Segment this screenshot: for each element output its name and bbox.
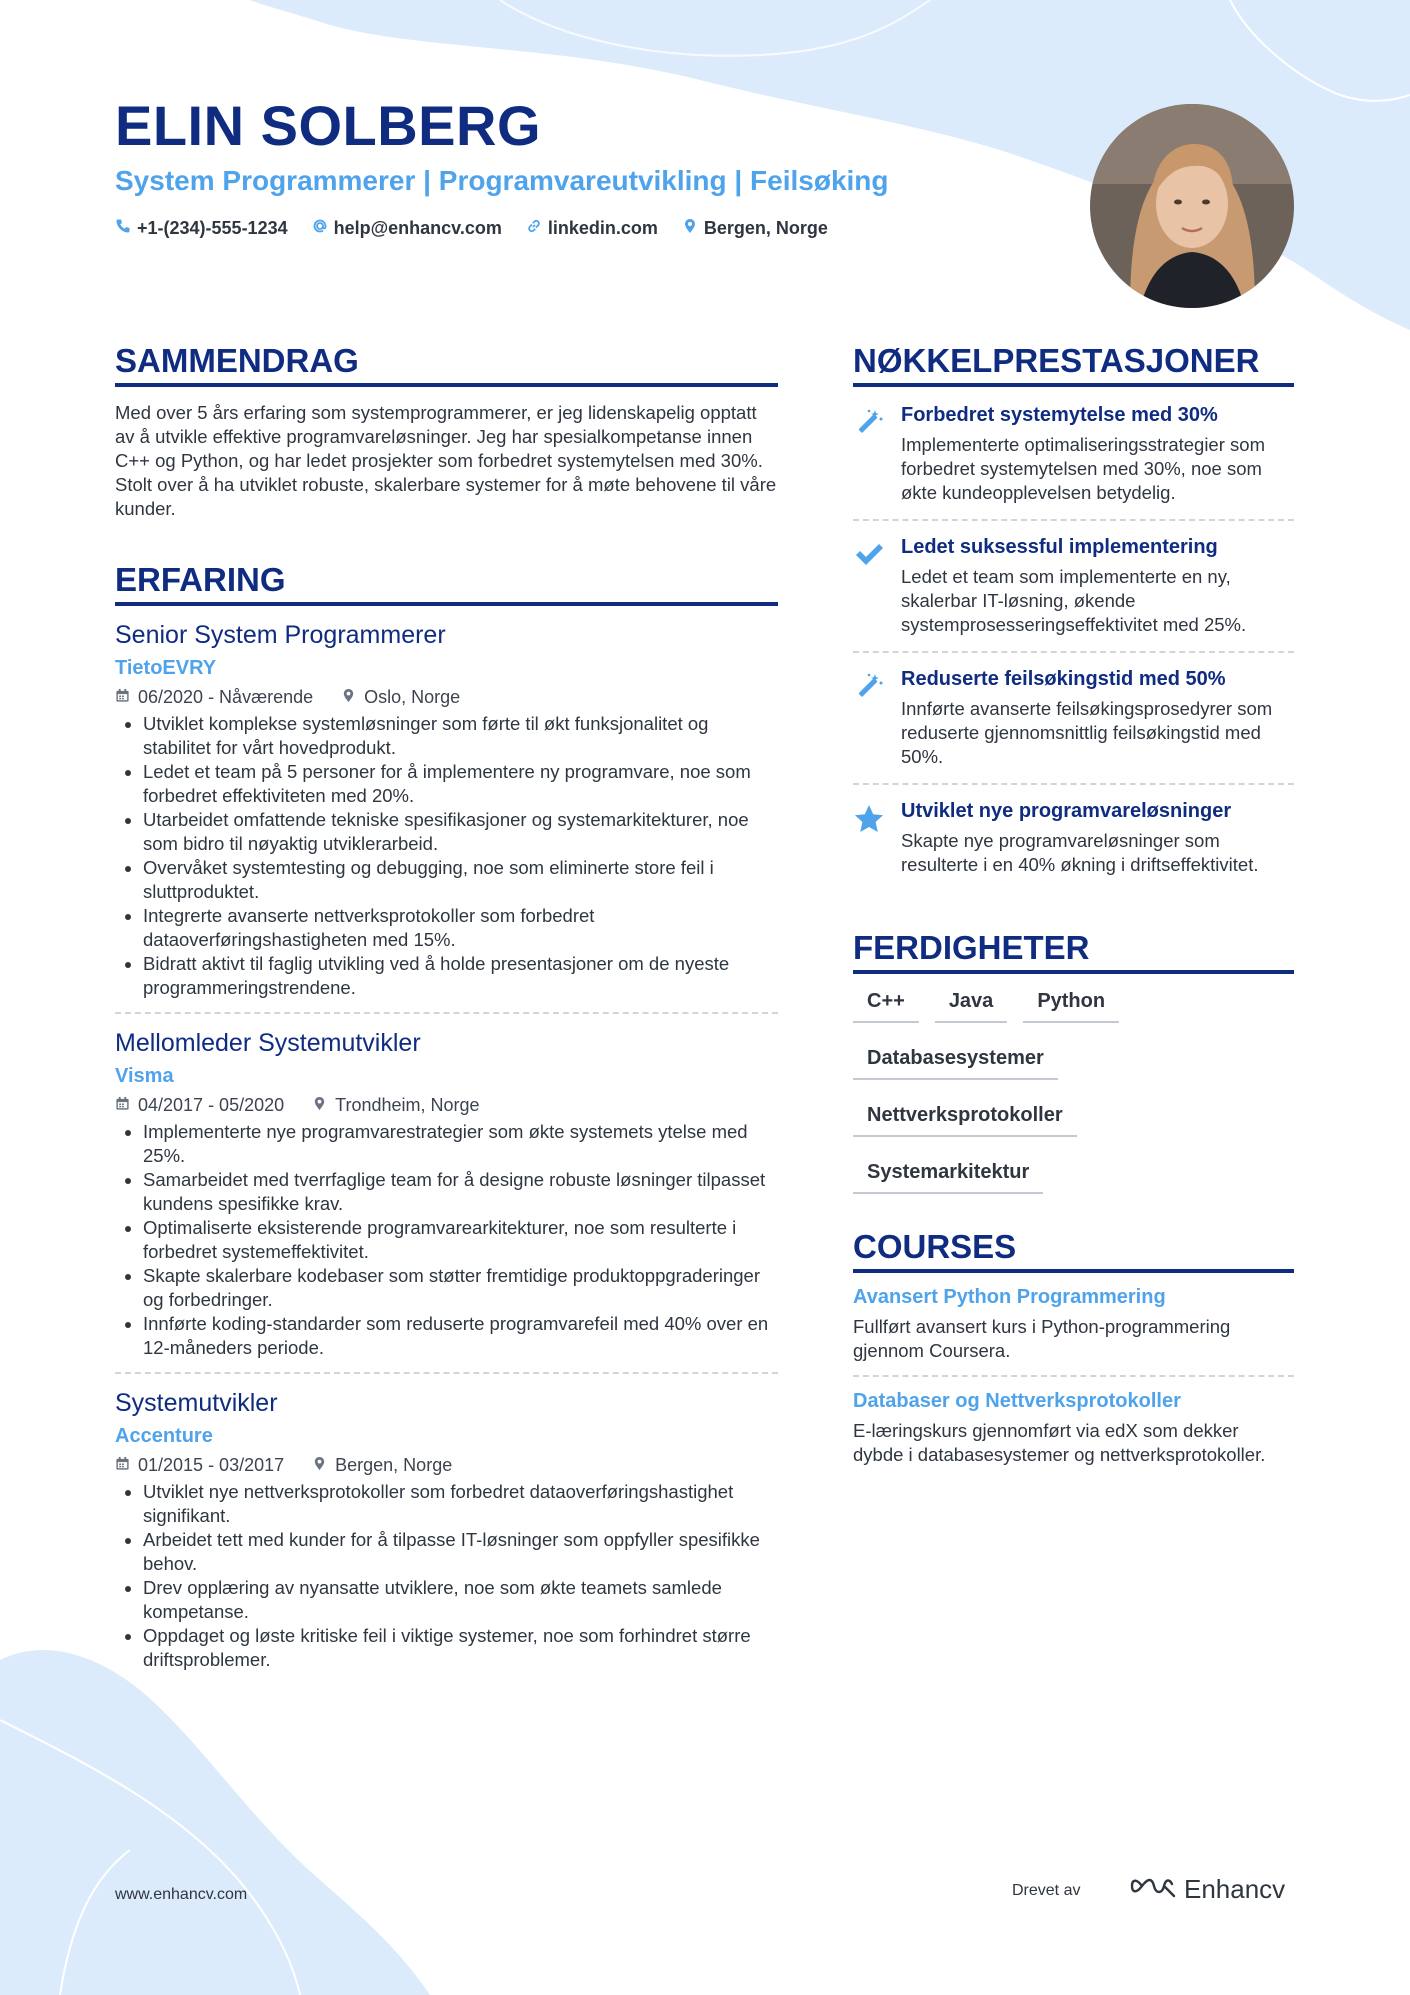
location-icon <box>341 687 356 708</box>
contact-location <box>682 218 828 239</box>
experience-heading: ERFARING <box>115 561 778 606</box>
skills-heading: FERDIGHETER <box>853 929 1294 974</box>
infinity-logo-icon <box>1130 1874 1176 1905</box>
job-bullets <box>115 1120 778 1360</box>
job-bullet: • Implementerte nye programvarestrategier som økte systemets ytelse med 25%. <box>143 1120 778 1168</box>
divider <box>115 1012 778 1014</box>
contact-email-text: help@enhancv.com <box>333 218 502 238</box>
divider <box>115 1372 778 1374</box>
contact-phone-text: +1-(234)-555-1234 <box>137 218 288 238</box>
job-title: Mellomleder Systemutvikler <box>115 1028 421 1057</box>
course-item <box>853 1273 1294 1375</box>
skill-tag: Databasesystemer <box>853 1047 1058 1080</box>
job-dates <box>115 1455 284 1476</box>
summary-heading: SAMMENDRAG <box>115 342 778 387</box>
course-item <box>853 1377 1294 1479</box>
job-bullet: • Skapte skalerbare kodebaser som støtter fremtidige produktoppgraderinger og forbedringer. <box>143 1264 778 1312</box>
calendar-icon <box>115 1455 130 1476</box>
course-title: Databaser og Nettverksprotokoller <box>853 1389 1181 1412</box>
achievement-item <box>853 521 1294 651</box>
footer-powered-by: Drevet av <box>1012 1882 1081 1899</box>
job-bullets <box>115 712 778 1000</box>
achievements-heading: NØKKELPRESTASJONER <box>853 342 1294 387</box>
calendar-icon <box>115 1095 130 1116</box>
achievement-desc: Skapte nye programvareløsninger som resulterte i en 40% økning i driftseffektivitet. <box>901 829 1259 875</box>
contact-email[interactable] <box>312 218 502 239</box>
contact-linkedin[interactable] <box>526 218 658 239</box>
job-bullet: • Innførte koding-standarder som reduserte programvarefeil med 40% over en 12-måneders periode. <box>143 1312 778 1360</box>
achievement-title: Ledet suksessful implementering <box>901 535 1218 558</box>
skill-tag: Nettverksprotokoller <box>853 1104 1077 1137</box>
achievement-item <box>853 387 1294 519</box>
job-dates-text: 04/2017 - 05/2020 <box>138 1094 285 1115</box>
course-desc: Fullført avansert kurs i Python-programmering gjennom Coursera. <box>853 1315 1231 1361</box>
job-bullets <box>115 1480 778 1672</box>
enhancv-logo[interactable] <box>1130 1874 1285 1905</box>
skills-list <box>853 990 1294 1194</box>
skill-row <box>853 1161 1294 1194</box>
profile-photo <box>1090 104 1294 308</box>
job-company: Accenture <box>115 1424 213 1447</box>
checkmark-icon <box>853 535 887 637</box>
achievement-desc: Innførte avanserte feilsøkingsprosedyrer som reduserte gjennomsnittlig feilsøkingstid med 50%. <box>901 697 1273 767</box>
job-location-text: Trondheim, Norge <box>335 1094 480 1115</box>
contact-phone[interactable] <box>115 218 288 239</box>
at-icon <box>312 218 328 239</box>
job-bullet: • Oppdaget og løste kritiske feil i viktige systemer, noe som forhindret større driftsproblemer. <box>143 1624 778 1672</box>
job-bullet: • Ledet et team på 5 personer for å implementere ny programvare, noe som forbedret effektiviteten med 20%. <box>143 760 778 808</box>
job-meta <box>115 687 778 708</box>
achievement-item <box>853 785 1294 891</box>
course-desc: E-læringskurs gjennomført via edX som dekker dybde i databasesystemer og nettverksprotokoller. <box>853 1419 1266 1465</box>
location-icon <box>312 1095 327 1116</box>
job-location-text: Bergen, Norge <box>335 1454 453 1475</box>
job-bullet: • Utarbeidet omfattende tekniske spesifikasjoner og systemarkitekturer, noe som bidro til nøyaktig utviklerarbeid. <box>143 808 778 856</box>
skill-row <box>853 1047 1294 1080</box>
phone-icon <box>115 218 131 239</box>
summary-text: Med over 5 års erfaring som systemprogrammerer, er jeg lidenskapelig opptatt av å utvikle effektive programvareløsninger. Jeg har spesialkompetanse innen C++ og Python, og har ledet prosjekter som forbedret systemytelsen med 30%. Stolt over å ha utviklet robuste, skalerbare systemer for å møte behovene til våre kunder. <box>115 401 777 519</box>
job-title: Senior System Programmerer <box>115 620 446 649</box>
job-location-text: Oslo, Norge <box>364 686 461 707</box>
achievement-title: Reduserte feilsøkingstid med 50% <box>901 667 1226 690</box>
brand-name: Enhancv <box>1184 1874 1286 1904</box>
skill-tag: Systemarkitektur <box>853 1161 1043 1194</box>
job-company: TietoEVRY <box>115 656 217 679</box>
skill-tag: Java <box>935 990 1008 1023</box>
experience-entry <box>115 1388 778 1672</box>
contact-linkedin-text: linkedin.com <box>547 218 658 238</box>
job-bullet: • Overvåket systemtesting og debugging, noe som eliminerte store feil i sluttproduktet. <box>143 856 778 904</box>
skill-tag: C++ <box>853 990 919 1023</box>
candidate-name: ELIN SOLBERG <box>115 94 542 157</box>
skill-row <box>853 990 1294 1023</box>
location-icon <box>682 218 698 239</box>
achievement-desc: Implementerte optimaliseringsstrategier som forbedret systemytelsen med 30%, noe som økte kundeopplevelsen betydelig. <box>901 433 1265 503</box>
right-column <box>853 342 1294 1479</box>
job-title: Systemutvikler <box>115 1388 278 1417</box>
magic-wand-icon <box>853 403 887 505</box>
skill-row <box>853 1104 1294 1137</box>
star-icon <box>853 799 887 877</box>
course-title: Avansert Python Programmering <box>853 1285 1166 1308</box>
job-dates <box>115 687 313 708</box>
achievement-title: Utviklet nye programvareløsninger <box>901 799 1232 822</box>
job-bullet: • Integrerte avanserte nettverksprotokoller som forbedret dataoverføringshastigheten med 15%. <box>143 904 778 952</box>
location-icon <box>312 1455 327 1476</box>
magic-wand-icon <box>853 667 887 769</box>
achievement-title: Forbedret systemytelse med 30% <box>901 403 1218 426</box>
job-meta <box>115 1095 778 1116</box>
job-meta <box>115 1455 778 1476</box>
job-bullet: • Bidratt aktivt til faglig utvikling ved å holde presentasjoner om de nyeste programmeringstrendene. <box>143 952 778 1000</box>
job-bullet: • Utviklet komplekse systemløsninger som førte til økt funksjonalitet og stabilitet for vårt hovedprodukt. <box>143 712 778 760</box>
footer-website[interactable]: www.enhancv.com <box>115 1886 248 1903</box>
link-icon <box>526 218 542 239</box>
contact-location-text: Bergen, Norge <box>703 218 828 238</box>
job-location <box>312 1095 479 1116</box>
job-bullet: • Arbeidet tett med kunder for å tilpasse IT-løsninger som oppfyller spesifikke behov. <box>143 1528 778 1576</box>
job-location <box>312 1455 452 1476</box>
job-dates-text: 01/2015 - 03/2017 <box>138 1454 285 1475</box>
achievement-item <box>853 653 1294 783</box>
job-bullet: • Optimaliserte eksisterende programvarearkitekturer, noe som resulterte i forbedret systemeffektivitet. <box>143 1216 778 1264</box>
calendar-icon <box>115 687 130 708</box>
job-dates <box>115 1095 284 1116</box>
headline: System Programmerer | Programvareutvikling | Feilsøking <box>115 165 889 196</box>
job-dates-text: 06/2020 - Nåværende <box>138 686 314 707</box>
experience-entry <box>115 620 778 1014</box>
courses-heading: COURSES <box>853 1228 1294 1273</box>
job-location <box>341 687 460 708</box>
job-bullet: • Samarbeidet med tverrfaglige team for å designe robuste løsninger tilpasset kundens spesifikke krav. <box>143 1168 778 1216</box>
left-column <box>115 342 778 1672</box>
job-company: Visma <box>115 1064 174 1087</box>
experience-entry <box>115 1028 778 1374</box>
job-bullet: • Drev opplæring av nyansatte utviklere, noe som økte teamets samlede kompetanse. <box>143 1576 778 1624</box>
job-bullet: • Utviklet nye nettverksprotokoller som forbedret dataoverføringshastighet signifikant. <box>143 1480 778 1528</box>
achievement-desc: Ledet et team som implementerte en ny, skalerbar IT-løsning, økende systemprosesseringseffektivitet med 25%. <box>901 565 1247 635</box>
skill-tag: Python <box>1023 990 1119 1023</box>
contact-bar <box>115 218 828 239</box>
